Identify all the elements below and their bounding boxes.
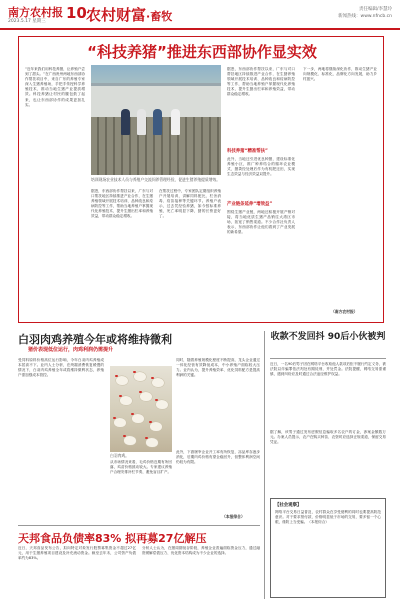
hen-shape [120,396,132,405]
article2-column-2: 从市场情况来看，毛鸡价格近期有所回落，鸡苗价格波动较大。专家建议养殖户合理安排补栏节奏，避免盲目扩产。 [110,460,172,475]
lead-column-7: 下一步，两地将继续深化协作，推动生猪产业向规模化、标准化、品牌化方向发展，助力乡村振兴。 [303,67,377,82]
masthead [0,0,400,30]
person-figure [137,109,146,135]
lead-column-2: 据悉，东西部协作帮扶以来，广东与对口帮扶地区持续推进产业合作，在生猪养殖领域开展技术培训、品种改良和疫病防控等工作，帮助当地养殖户掌握现代化养殖技术，提升生猪出栏率和养殖效益，带动群众稳定增收。 [91,189,153,219]
lead-column-5: 此外，当地还引进优良种猪，建设标准化养殖小区，推广种养结合的循环农业模式，猪粪经处理后作为有机肥还田，实现生态效益与经济效益双提升。 [227,157,295,177]
newspaper-logo: 南方农村报 [8,6,63,19]
lead-photo-caption: 培训现场农业技术人员与养殖户交流饲养管理经验，促进生猪养殖提质增效。 [91,177,221,182]
article2-photo [110,366,172,452]
article2-photo-caption: 白羽肉鸡。 [110,453,129,458]
issue-date: 2023.5.17 星期三 [8,19,46,24]
hotline-line: 新闻热线：www.nfncb.cn [338,14,392,19]
person-figure [153,109,162,135]
lead-byline: （南方农村报） [331,309,358,314]
hen-shape [132,414,144,423]
side-note-title: 【社会观察】 [275,503,302,508]
article3-column-2: 分析人士认为，在猪周期低谷阶段，养殖企业普遍面临资金压力，通过融资缓解偿债压力、优化资本结构成为不少企业的选择。 [142,546,260,556]
article3-column-1: 近日，天邦食品发布公告，拟向特定对象发行股票募集资金不超过27亿元，用于生猪养殖项目建设及补充流动资金。截至去年末，公司资产负债率约为83%。 [18,546,136,561]
column-divider [264,331,265,599]
lead-column-3: 在帮扶过程中，专家团队定期组织养殖户开展培训，讲解饲料配比、栏舍消毒、疫苗接种等关键环节。养殖户表示，过去凭经验养猪，如今按标准养殖，死亡率明显下降，猪的长势更好了。 [159,189,221,219]
side-headline[interactable]: 收款不发回抖 90后小伙被判 [270,332,386,342]
article2-column-1: 受饲料原料价格高位运行影响，今年白羽肉鸡养殖成本居高不下。业内人士分析，在终端消费恢复缓慢的情况下，白羽肉鸡养殖全年或将维持微利状态，养殖户需加强成本管控。 [18,358,104,378]
side-column-2: 据了解，该男子通过发布虚假信息骗取多名农户的订金，涉案金额数万元。办案人员提示，农户在购买种苗、农资时应选择正规渠道，保留交易凭证。 [270,430,386,445]
article2-subhead: 猪价表现低位运行，肉鸡利润仍需提升 [28,347,114,353]
article2-byline: （本报综合） [222,514,245,519]
hen-shape [140,392,152,401]
page-number: 10 [66,4,87,22]
side-note-text: 网络平台交易日益普及，农村群众在享受便利的同时也要提高防范意识。对于要求预付款、价格明显低于市场的交易，要多留一个心眼，谨防上当受骗。（本报综合） [275,510,381,525]
divider-line [270,358,386,359]
lead-column-1: “近年来我们用科技养猪，让养殖户尝到了甜头。”在广西贵州两地东西部协作帮扶项目中，来自广东的养殖专家深入生猪养殖场，手把手传授科学养殖技术，推动当地生猪产业提质增效。科技养猪让村民的腰包鼓了起来，也让东西部协作的成果更加扎实。 [25,67,85,107]
hen-shape [146,438,158,447]
side-note-box [270,498,386,598]
hen-shape [114,418,126,427]
article3-headline[interactable]: 天邦食品负债率83% 拟再募27亿解压 [18,532,207,545]
page-section: ·畜牧 [146,10,173,23]
hen-shape [134,372,146,381]
article2-column-4: 此外，下游屠宰企业开工率有所恢复，冻品库存逐步消化，后期肉鸡价格有望企稳回升，但整体利润空间仍较为有限。 [176,450,260,465]
side-column-1: 近日，一名90后男子因在网络平台收取他人款项后拒不履行约定义务，被法院以诈骗罪依法判处有期徒刑，并处罚金。法院提醒，网络交易需谨慎，遇到纠纷应及时通过合法途径维护权益。 [270,362,386,377]
lead-column-6: 围绕生猪产业链，两地还积极开展产销对接，将当地优质生猪产品销往大湾区市场，拓宽了销售渠道。不少合作社负责人表示，东西部协作让他们看到了产业发展的新希望。 [227,210,295,235]
lead-subhead-2: 产业链条延伸“增效益” [227,202,273,207]
hen-shape [152,378,164,387]
page-title [86,4,172,25]
hen-shape [150,422,162,431]
page-title-main: 农村财富 [86,6,147,24]
article2-headline[interactable]: 白羽肉鸡养殖今年或将维持微利 [18,333,172,346]
person-figure [121,109,130,135]
person-figure [171,109,180,135]
editor-line: 责任编辑/李慧玲 [358,7,392,12]
lead-article [18,36,384,323]
lead-column-4: 据悉，东西部协作帮扶以来，广东与对口帮扶地区持续推进产业合作，在生猪养殖领域开展技术培训、品种改良和疫病防控等工作，帮助当地养殖户掌握现代化养殖技术，提升生猪出栏率和养殖效益，带动群众稳定增收。 [227,67,295,97]
hen-shape [156,400,168,409]
hen-shape [124,436,136,445]
editor-info [338,6,392,20]
divider-line [18,525,260,526]
lead-subhead-1: 科技养猪“精准帮扶” [227,149,268,154]
lead-photo [91,65,221,175]
hen-shape [116,376,128,385]
article2-column-3: 同时，随着养殖规模化程度不断提高，龙头企业通过一体化经营有效降低成本，中小养殖户面临较大压力。业内认为，提升养殖效率、优化饲料配方是提高利润的关键。 [176,358,260,378]
lead-headline[interactable]: “科技养猪”推进东西部协作显实效 [87,43,317,61]
